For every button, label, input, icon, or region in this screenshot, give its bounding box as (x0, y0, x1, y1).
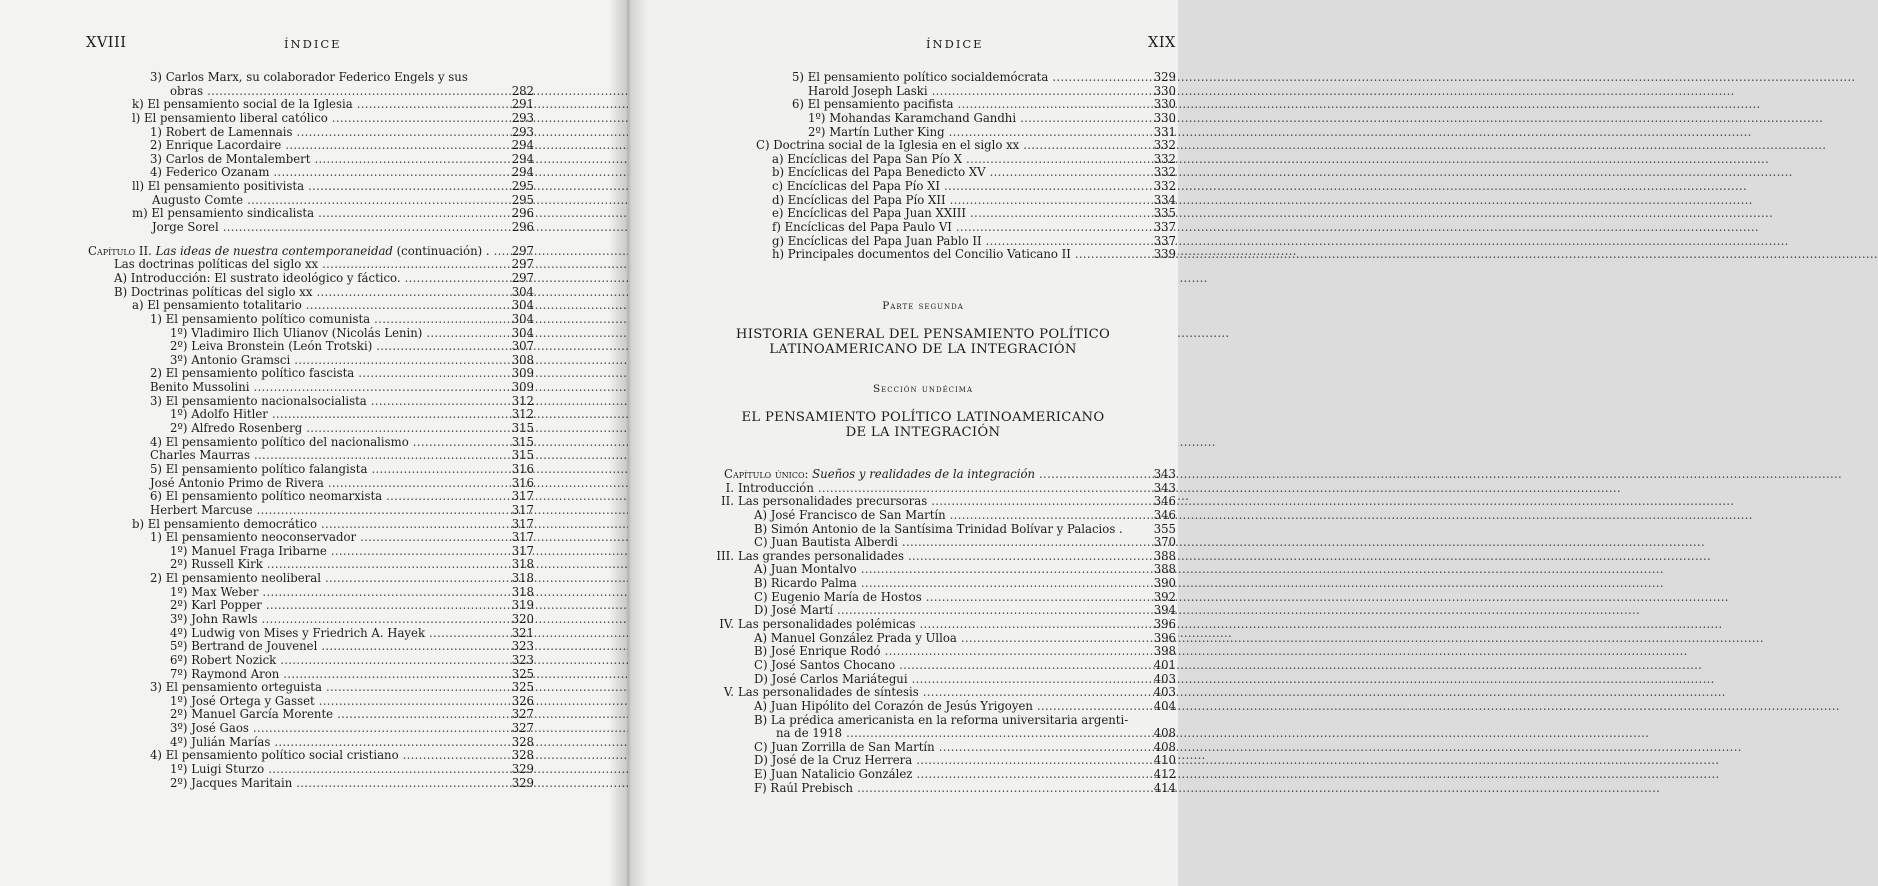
toc-page-number: 318 (511, 571, 534, 586)
toc-entry (724, 700, 1176, 714)
toc-entry-title: 4º) Ludwig von Mises y Friedrich A. Hayek ..... (170, 627, 500, 641)
toc-entry-title: A) Introducción: El sustrato ideológico y fáctico. ..... (114, 272, 500, 286)
toc-entry (88, 258, 534, 272)
toc-entry (756, 221, 1176, 235)
toc-entry (756, 153, 1176, 167)
toc-entry (88, 449, 534, 463)
toc-entry-title: 1º) Vladimiro Ilich Ulianov (Nicolás Lenin) ..... (170, 327, 500, 341)
toc-entry (756, 98, 1176, 112)
toc-entry-title: d) Encíclicas del Papa Pío XII ..... (772, 194, 1142, 208)
toc-page-number: 330 (1153, 97, 1176, 112)
toc-entry-title: 5º) Bertrand de Jouvenel ..... (170, 640, 500, 654)
toc-page-number: 293 (511, 124, 534, 139)
toc-page-number: 323 (511, 639, 534, 654)
toc-page-number: 294 (511, 151, 534, 166)
toc-page-number: 312 (511, 407, 534, 422)
section-title-line-2: DE LA INTEGRACIÓN (845, 425, 1001, 440)
toc-entry (88, 545, 534, 559)
toc-entry (88, 572, 534, 586)
toc-entry-title: F) Raúl Prebisch ..... (754, 782, 1142, 796)
toc-page-number: 404 (1153, 698, 1176, 713)
toc-entry-title: 2º) Karl Popper ..... (170, 599, 500, 613)
toc-page-number: 297 (511, 270, 534, 285)
toc-entry-title: 1º) Adolfo Hitler ..... (170, 408, 500, 422)
toc-entry-title (724, 468, 1142, 482)
toc-page-number: 316 (511, 475, 534, 490)
toc-entry (756, 248, 1176, 262)
toc-page-number: 294 (511, 138, 534, 153)
toc-entry (88, 354, 534, 368)
toc-entry-title: D) José Martí ..... (754, 604, 1142, 618)
toc-entry-title: José Antonio Primo de Rivera ..... (150, 477, 500, 491)
toc-entry (88, 98, 534, 112)
toc-page-number: 316 (511, 461, 534, 476)
toc-page-number: 317 (511, 543, 534, 558)
toc-page-number: 332 (1153, 165, 1176, 180)
toc-entry-title: E) Juan Natalicio González ..... (754, 768, 1142, 782)
toc-entry-title: C) Doctrina social de la Iglesia en el siglo xx ..... (756, 139, 1142, 153)
left-page (0, 0, 628, 886)
toc-entry-title: 3) Carlos de Montalembert ..... (150, 153, 500, 167)
toc-entry-title: ll) El pensamiento positivista ..... (132, 180, 500, 194)
toc-page-number: 410 (1153, 753, 1176, 768)
toc-entry (756, 180, 1176, 194)
toc-entry (724, 645, 1176, 659)
toc-entry (88, 207, 534, 221)
book-gutter-shadow (608, 0, 648, 886)
toc-entry (88, 126, 534, 140)
toc-page-number: 339 (1153, 247, 1176, 262)
toc-entry-title: 1) Robert de Lamennais ..... (150, 126, 500, 140)
toc-entry (88, 112, 534, 126)
toc-page-number: 318 (511, 557, 534, 572)
toc-page-number: 396 (1153, 617, 1176, 632)
toc-entry-title: Augusto Comte ..... (152, 194, 500, 208)
toc-entry (88, 327, 534, 341)
toc-entry-title: g) Encíclicas del Papa Juan Pablo II ..... (772, 235, 1142, 249)
toc-entry-title: C) Juan Bautista Alberdi ..... (754, 536, 1142, 550)
chapter-label: Capítulo único: (724, 467, 813, 481)
toc-entry (88, 340, 534, 354)
chapter-title: Sueños y realidades de la integración (812, 467, 1036, 481)
toc-entry (88, 681, 534, 695)
toc-page-number: 297 (511, 243, 534, 258)
toc-entry-title: 1) El pensamiento político comunista ..... (150, 313, 500, 327)
toc-entry (88, 736, 534, 750)
toc-page-number: 332 (1153, 138, 1176, 153)
toc-entry-title: b) El pensamiento democrático ..... (132, 518, 500, 532)
toc-entry (88, 463, 534, 477)
toc-page-number: 355 (1153, 521, 1176, 536)
toc-entry-title: 4) Federico Ozanam ..... (150, 166, 500, 180)
toc-entry (88, 422, 534, 436)
toc-page-number: 295 (511, 179, 534, 194)
toc-entry-title: B) Ricardo Palma ..... (754, 577, 1142, 591)
toc-entry-title: 6) El pensamiento político neomarxista ..... (150, 490, 500, 504)
toc-entry-title: D) José Carlos Mariátegui ..... (754, 673, 1142, 687)
toc-page-number: 294 (511, 165, 534, 180)
toc-entry-title: Jorge Sorel ..... (152, 221, 500, 235)
toc-entry-title: A) Juan Montalvo ..... (754, 563, 1142, 577)
toc-entry (88, 85, 534, 99)
toc-page-number: 408 (1153, 739, 1176, 754)
toc-entry (88, 139, 534, 153)
toc-entry-title: 3º) Antonio Gramsci ..... (170, 354, 500, 368)
toc-chapter-entry (88, 245, 534, 259)
toc-entry (724, 604, 1176, 618)
toc-entry-title: 6) El pensamiento pacifista ..... (792, 98, 1142, 112)
toc-entry (88, 272, 534, 286)
toc-entry (88, 586, 534, 600)
toc-entry-title: e) Encíclicas del Papa Juan XXIII ..... (772, 207, 1142, 221)
toc-entry-title: f) Encíclicas del Papa Paulo VI ..... (772, 221, 1142, 235)
toc-entry (724, 632, 1176, 646)
toc-entry (724, 768, 1176, 782)
toc-page-number: 318 (511, 584, 534, 599)
toc-entry (88, 518, 534, 532)
toc-entry (724, 577, 1176, 591)
toc-page-number: 332 (1153, 179, 1176, 194)
toc-entry (724, 536, 1176, 550)
toc-entry-title: 1º) José Ortega y Gasset ..... (170, 695, 500, 709)
toc-page-number: 304 (511, 284, 534, 299)
toc-entry (724, 686, 1176, 700)
toc-entry-title (719, 617, 1142, 632)
toc-entry-title: a) El pensamiento totalitario ..... (132, 299, 500, 313)
toc-entry-title: 2) Enrique Lacordaire ..... (150, 139, 500, 153)
toc-page-number: 412 (1153, 767, 1176, 782)
toc-entry-title: obras ..... (170, 85, 500, 99)
page-header-title: ÍNDICE (284, 37, 342, 51)
toc-page-number: 296 (511, 206, 534, 221)
toc-entry (88, 763, 534, 777)
toc-entry-title: h) Principales documentos del Concilio Vaticano II ..... (772, 248, 1142, 262)
toc-page-number: 388 (1153, 562, 1176, 577)
toc-entry (88, 695, 534, 709)
toc-entry (724, 727, 1176, 741)
toc-entry (724, 482, 1176, 496)
toc-page-number: 317 (511, 502, 534, 517)
toc-page-number: 408 (1153, 726, 1176, 741)
toc-entry-title: 2º) Russell Kirk ..... (170, 558, 500, 572)
toc-entry (88, 654, 534, 668)
toc-page-number: 334 (1153, 192, 1176, 207)
right-page (628, 0, 1178, 886)
toc-entry (88, 558, 534, 572)
toc-page-number: 296 (511, 220, 534, 235)
toc-entry-title: Las doctrinas políticas del siglo xx ..... (114, 258, 500, 272)
toc-entry-title: 2) El pensamiento neoliberal ..... (150, 572, 500, 586)
toc-entry (88, 436, 534, 450)
toc-list-left (88, 71, 534, 790)
section-heading-text: Las personalidades polémicas (738, 617, 916, 632)
toc-page-number: 315 (511, 434, 534, 449)
toc-entry-title (721, 494, 1142, 509)
toc-page-number: 319 (511, 598, 534, 613)
toc-entry (88, 221, 534, 235)
toc-page-number: 337 (1153, 220, 1176, 235)
toc-entry-title: B) La prédica americanista en la reforma universitaria argenti- (754, 712, 1129, 727)
toc-entry-title: A) José Francisco de San Martín ..... (754, 509, 1142, 523)
section-heading-text: Las personalidades precursoras (738, 494, 928, 509)
toc-entry (88, 640, 534, 654)
toc-entry (756, 112, 1176, 126)
toc-page-number: 325 (511, 666, 534, 681)
toc-page-number: 308 (511, 352, 534, 367)
toc-entry (88, 777, 534, 791)
toc-entry-title: k) El pensamiento social de la Iglesia ..... (132, 98, 500, 112)
toc-entry-title: 3º) José Gaos ..... (170, 722, 500, 736)
toc-entry (719, 617, 1176, 632)
toc-entry-title: 5) El pensamiento político falangista ..... (150, 463, 500, 477)
toc-entry-title: 2º) Martín Luther King ..... (808, 126, 1142, 140)
toc-entry (756, 71, 1176, 85)
toc-page-number: 337 (1153, 233, 1176, 248)
toc-entry-title: 1º) Luigi Sturzo ..... (170, 763, 500, 777)
toc-entry-title: 2º) Alfredo Rosenberg ..... (170, 422, 500, 436)
toc-entry (721, 494, 1176, 509)
toc-entry (88, 477, 534, 491)
toc-entry-title: 7º) Raymond Aron ..... (170, 668, 500, 682)
toc-entry-title: 1º) Manuel Fraga Iribarne ..... (170, 545, 500, 559)
toc-entry-title: na de 1918 ..... (776, 727, 1142, 741)
toc-page-number: 394 (1153, 603, 1176, 618)
toc-entry (756, 207, 1176, 221)
toc-page-number: 332 (1153, 151, 1176, 166)
toc-entry (88, 367, 534, 381)
toc-page-number: 317 (511, 489, 534, 504)
toc-entry-title: 1º) Mohandas Karamchand Gandhi ..... (808, 112, 1142, 126)
toc-entry-title (723, 685, 1142, 700)
toc-entry (756, 85, 1176, 99)
toc-entry-title: B) José Enrique Rodó ..... (754, 645, 1142, 659)
toc-page-number: 329 (511, 775, 534, 790)
toc-entry (88, 299, 534, 313)
toc-entry-title: 3) El pensamiento nacionalsocialista ..... (150, 395, 500, 409)
page-number: XVIII (86, 35, 127, 51)
roman-numeral: V. (723, 685, 734, 700)
toc-entry-title: 4º) Julián Marías ..... (170, 736, 500, 750)
toc-entry-title: 5) El pensamiento político socialdemócrata ..... (792, 71, 1142, 85)
toc-entry (88, 313, 534, 327)
toc-page-number: 343 (1153, 467, 1176, 481)
toc-entry (88, 180, 534, 194)
toc-entry (724, 714, 1176, 728)
toc-page-number: 330 (1153, 83, 1176, 98)
toc-entry-title: 1) El pensamiento neoconservador ..... (150, 531, 500, 545)
toc-entry-title: C) Juan Zorrilla de San Martín ..... (754, 741, 1142, 755)
toc-entry-title: A) Manuel González Prada y Ulloa ..... (754, 632, 1142, 646)
toc-entry-title: D) José de la Cruz Herrera ..... (754, 754, 1142, 768)
toc-page-number: 317 (511, 516, 534, 531)
toc-page-number: 328 (511, 734, 534, 749)
toc-page-number: 325 (511, 680, 534, 695)
toc-page-number: 312 (511, 393, 534, 408)
toc-entry (756, 166, 1176, 180)
toc-entry-title: A) Juan Hipólito del Corazón de Jesús Yrigoyen ..... (754, 700, 1142, 714)
roman-numeral: II. (721, 494, 734, 509)
toc-entry (88, 153, 534, 167)
toc-page-number: 327 (511, 707, 534, 722)
toc-entry-title: 3) Carlos Marx, su colaborador Federico Engels y sus (150, 70, 468, 84)
toc-page-number: 327 (511, 721, 534, 736)
toc-page-number: 392 (1153, 589, 1176, 604)
toc-entry (88, 381, 534, 395)
toc-entry (88, 166, 534, 180)
toc-entry-title: 4) El pensamiento político social cristiano ..... (150, 749, 500, 763)
toc-entry-title: B) Simón Antonio de la Santísima Trinidad Bolívar y Palacios . (754, 521, 1123, 536)
toc-page-number: 403 (1153, 685, 1176, 700)
toc-entry-title: a) Encíclicas del Papa San Pío X ..... (772, 153, 1142, 167)
toc-entry (756, 235, 1176, 249)
toc-page-number: 315 (511, 421, 534, 436)
toc-entry-title: 1º) Max Weber ..... (170, 586, 500, 600)
toc-page-number: 390 (1153, 576, 1176, 591)
part-title-line-1: HISTORIA GENERAL DEL PENSAMIENTO POLÍTICO (735, 327, 1111, 342)
toc-page-number: 317 (511, 530, 534, 545)
toc-entry (88, 599, 534, 613)
toc-page-number: 323 (511, 652, 534, 667)
toc-entry (88, 708, 534, 722)
toc-page-number: 309 (511, 380, 534, 395)
toc-entry-title: 4) El pensamiento político del nacionalismo ..... (150, 436, 500, 450)
chapter-suffix: (continuación) . (392, 243, 490, 258)
toc-entry (88, 194, 534, 208)
toc-entry (88, 504, 534, 518)
toc-entry-title: Benito Mussolini ..... (150, 381, 500, 395)
toc-entry-title (716, 548, 1142, 564)
toc-list-right-bottom (716, 467, 1176, 795)
toc-entry (756, 139, 1176, 153)
toc-page-number: 321 (511, 625, 534, 640)
toc-entry (88, 627, 534, 641)
toc-entry (724, 673, 1176, 687)
toc-entry (88, 722, 534, 736)
toc-entry (88, 286, 534, 300)
section-title-line-1: EL PENSAMIENTO POLÍTICO LATINOAMERICANO (741, 410, 1105, 425)
toc-entry-title: 2º) Leiva Bronstein (León Trotski) ..... (170, 340, 500, 354)
toc-page-number: 282 (511, 83, 534, 98)
toc-entry-title: 3º) John Rawls ..... (170, 613, 500, 627)
toc-entry-title (88, 245, 500, 259)
toc-entry-title: 2º) Manuel García Morente ..... (170, 708, 500, 722)
toc-page-number: 346 (1153, 507, 1176, 522)
toc-entry-title: m) El pensamiento sindicalista ..... (132, 207, 500, 221)
toc-page-number: 329 (511, 762, 534, 777)
toc-page-number: 295 (511, 192, 534, 207)
toc-entry-title: 3) El pensamiento orteguista ..... (150, 681, 500, 695)
toc-entry-title (725, 480, 1142, 496)
toc-entry (724, 523, 1176, 537)
toc-chapter-entry (724, 468, 1176, 482)
toc-entry (88, 613, 534, 627)
toc-page-number: 291 (511, 97, 534, 112)
toc-page-number: 335 (1153, 206, 1176, 221)
page-header-title: ÍNDICE (926, 37, 984, 51)
toc-page-number: 331 (1153, 124, 1176, 139)
chapter-title: Las ideas de nuestra contemporaneidad (155, 243, 393, 258)
toc-page-number: 304 (511, 325, 534, 340)
toc-entry-title: Herbert Marcuse ..... (150, 504, 500, 518)
toc-entry (724, 782, 1176, 796)
toc-entry (724, 754, 1176, 768)
section-heading-text: Las personalidades de síntesis (738, 685, 919, 700)
toc-page-number: 315 (511, 448, 534, 463)
toc-page-number: 329 (1153, 70, 1176, 84)
section-label: Sección undécima (872, 383, 974, 395)
toc-page-number: 320 (511, 611, 534, 626)
toc-entry (88, 490, 534, 504)
toc-list-right-top (756, 71, 1176, 262)
toc-entry (724, 659, 1176, 673)
toc-entry (88, 749, 534, 763)
section-heading-text: Las grandes personalidades (738, 548, 904, 563)
roman-numeral: III. (716, 548, 734, 563)
part-title-line-2: LATINOAMERICANO DE LA INTEGRACIÓN (769, 342, 1077, 357)
section-heading-text: Introducción (738, 480, 814, 495)
toc-entry (724, 509, 1176, 523)
toc-page-number: 297 (511, 257, 534, 272)
toc-entry-title: 6º) Robert Nozick ..... (170, 654, 500, 668)
toc-page-number: 403 (1153, 671, 1176, 686)
toc-page-number: 307 (511, 339, 534, 354)
toc-page-number: 330 (1153, 110, 1176, 125)
roman-numeral: IV. (719, 617, 734, 632)
toc-page-number: 398 (1153, 644, 1176, 659)
toc-page-number: 328 (511, 748, 534, 763)
toc-page-number: 304 (511, 311, 534, 326)
toc-entry-title: b) Encíclicas del Papa Benedicto XV ..... (772, 166, 1142, 180)
toc-entry (724, 741, 1176, 755)
toc-page-number: 293 (511, 110, 534, 125)
roman-numeral: I. (725, 480, 734, 495)
toc-entry (724, 563, 1176, 577)
toc-page-number: 396 (1153, 630, 1176, 645)
toc-page-number: 388 (1153, 548, 1176, 563)
toc-entry (88, 668, 534, 682)
page-number: XIX (1148, 35, 1176, 51)
toc-page-number: 343 (1153, 480, 1176, 495)
part-label: Parte segunda (882, 300, 964, 312)
toc-entry (88, 71, 534, 85)
toc-entry-title: c) Encíclicas del Papa Pío XI ..... (772, 180, 1142, 194)
toc-page-number: 309 (511, 366, 534, 381)
toc-entry (756, 194, 1176, 208)
toc-entry (88, 395, 534, 409)
toc-page-number: 401 (1153, 657, 1176, 672)
toc-entry-title: 2) El pensamiento político fascista ..... (150, 367, 500, 381)
toc-page-number: 346 (1153, 494, 1176, 509)
toc-entry (756, 126, 1176, 140)
toc-entry-title: Charles Maurras ..... (150, 449, 500, 463)
toc-entry (88, 531, 534, 545)
toc-entry (716, 548, 1176, 564)
toc-entry-title: B) Doctrinas políticas del siglo xx ..... (114, 286, 500, 300)
toc-entry (724, 591, 1176, 605)
toc-page-number: 370 (1153, 535, 1176, 550)
toc-page-number: 326 (511, 693, 534, 708)
toc-entry-title: Harold Joseph Laski ..... (808, 85, 1142, 99)
toc-entry-title: C) Eugenio María de Hostos ..... (754, 591, 1142, 605)
toc-entry-title: C) José Santos Chocano ..... (754, 659, 1142, 673)
toc-entry-title: 2º) Jacques Maritain ..... (170, 777, 500, 791)
toc-page-number: 414 (1153, 780, 1176, 795)
chapter-label: Capítulo II. (88, 243, 156, 258)
toc-entry-title: l) El pensamiento liberal católico ..... (132, 112, 500, 126)
toc-entry (88, 408, 534, 422)
toc-page-number: 304 (511, 298, 534, 313)
